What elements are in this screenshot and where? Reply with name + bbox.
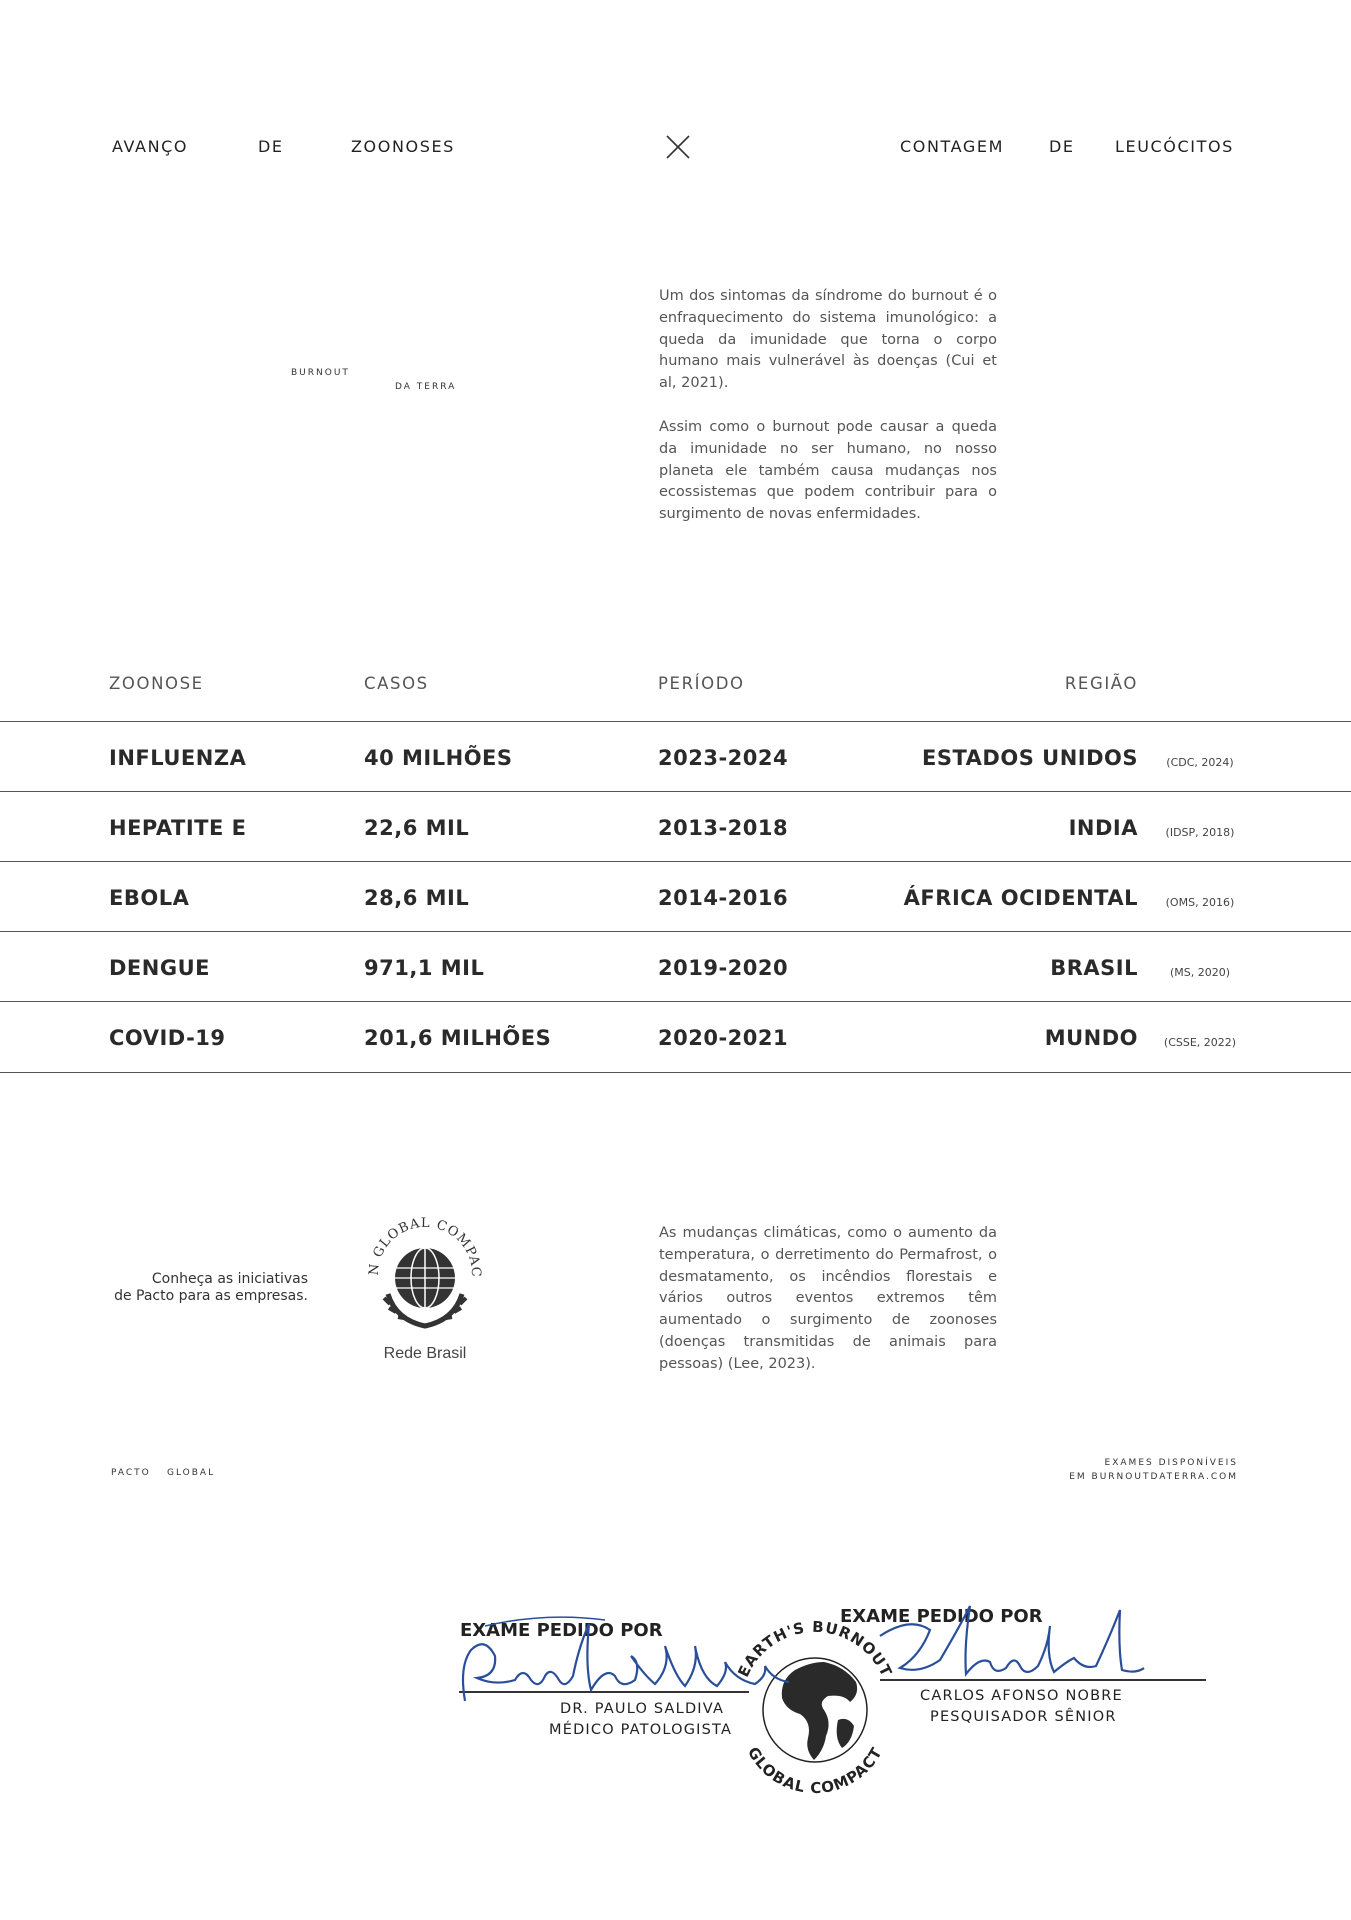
cta-line-2: de Pacto para as empresas.: [114, 1288, 308, 1304]
footer-exams-link[interactable]: EM BURNOUTDATERRA.COM: [1069, 1472, 1238, 1482]
cell-fonte: (OMS, 2016): [1165, 896, 1235, 909]
stamp-top-text: EARTH'S BURNOUT: [734, 1617, 896, 1680]
cell-casos: 971,1 MIL: [364, 956, 485, 980]
footer-pacto: PACTO: [111, 1468, 151, 1478]
right-signer-name: CARLOS AFONSO NOBRE: [920, 1688, 1123, 1704]
table-row: [0, 1001, 1351, 1073]
right-signature-title: EXAME PEDIDO POR: [840, 1606, 1043, 1627]
footer-global: GLOBAL: [167, 1468, 216, 1478]
cell-periodo: 2020-2021: [658, 1026, 789, 1050]
cell-casos: 22,6 MIL: [364, 816, 470, 840]
column-header-regiao: REGIÃO: [1064, 674, 1138, 693]
cell-periodo: 2023-2024: [658, 746, 789, 770]
header-word-zoonoses: ZOONOSES: [351, 137, 455, 156]
column-header-zoonose: ZOONOSE: [109, 674, 204, 693]
cta-line-1: Conheça as iniciativas: [151, 1271, 308, 1287]
cell-fonte: (IDSP, 2018): [1165, 826, 1235, 839]
left-signer-name: DR. PAULO SALDIVA: [560, 1701, 725, 1717]
column-header-periodo: PERÍODO: [658, 674, 745, 693]
close-x-icon: [664, 133, 692, 161]
header-word-leucocitos: LEUCÓCITOS: [1115, 137, 1234, 156]
stamp-bottom-text: GLOBAL COMPACT: [743, 1743, 887, 1798]
cell-regiao: MUNDO: [1044, 1026, 1138, 1050]
cell-fonte: (MS, 2020): [1169, 966, 1231, 979]
paulo-saldiva-signature: [455, 1606, 835, 1716]
globe-laurel-icon: [360, 1208, 490, 1343]
header-word-contagem: CONTAGEM: [900, 137, 1005, 156]
header-word-de: DE: [258, 137, 284, 156]
cell-casos: 40 MILHÕES: [364, 746, 513, 770]
climate-paragraph: As mudanças climáticas, como o aumento da temperatura, o derretimento do Permafrost, o desmatamento, os incêndios florestais e vários outros eventos extremos têm aumentado o surgimento de zoonoses (doenças transmitidas de animais para pessoas) (Lee, 2023).: [659, 1225, 997, 1372]
intro-paragraph-2: Assim como o burnout pode causar a queda da imunidade no ser humano, no nosso planeta ele também causa mudanças nos ecossistemas que podem contribuir para o surgimento de novas enfermidades.: [659, 419, 997, 523]
table-row: [0, 721, 1351, 792]
cell-periodo: 2013-2018: [658, 816, 789, 840]
header-word-de-2: DE: [1049, 137, 1075, 156]
cell-fonte: (CDC, 2024): [1166, 756, 1234, 769]
intro-paragraph-1: Um dos sintomas da síndrome do burnout é o enfraquecimento do sistema imunológico: a queda da imunidade que torna o corpo humano mais vulnerável às doenças (Cui et al, 2021).: [659, 288, 997, 392]
right-signer-role: PESQUISADOR SÊNIOR: [930, 1709, 1117, 1725]
header-word-avanco: AVANÇO: [112, 137, 189, 156]
cell-periodo: 2019-2020: [658, 956, 789, 980]
table-row: [0, 931, 1351, 1002]
cell-regiao: ÁFRICA OCIDENTAL: [903, 886, 1138, 910]
logo-subtitle: Rede Brasil: [383, 1345, 467, 1362]
cell-casos: 201,6 MILHÕES: [364, 1026, 552, 1050]
left-signer-role: MÉDICO PATOLOGISTA: [549, 1722, 733, 1738]
cell-periodo: 2014-2016: [658, 886, 789, 910]
cell-zoonose: COVID-19: [109, 1026, 226, 1050]
left-signature-title: EXAME PEDIDO POR: [460, 1620, 663, 1641]
logo-arc-text: N GLOBAL COMPAC: [366, 1215, 484, 1279]
pact-call-to-action[interactable]: [100, 1271, 308, 1305]
footer-exams-line-1: EXAMES DISPONÍVEIS: [1104, 1458, 1238, 1468]
cell-zoonose: HEPATITE E: [109, 816, 247, 840]
cell-regiao: ESTADOS UNIDOS: [922, 746, 1138, 770]
cell-casos: 28,6 MIL: [364, 886, 470, 910]
carlos-nobre-signature: [870, 1596, 1170, 1696]
column-header-casos: CASOS: [364, 674, 429, 693]
cell-zoonose: INFLUENZA: [109, 746, 247, 770]
un-global-compact-logo: [360, 1208, 490, 1368]
table-row: [0, 861, 1351, 932]
cell-fonte: (CSSE, 2022): [1163, 1036, 1237, 1049]
table-row: [0, 791, 1351, 862]
tag-da-terra: DA TERRA: [395, 382, 457, 392]
tag-burnout: BURNOUT: [291, 368, 350, 378]
cell-regiao: INDIA: [1068, 816, 1138, 840]
cell-regiao: BRASIL: [1050, 956, 1138, 980]
cell-zoonose: EBOLA: [109, 886, 190, 910]
cell-zoonose: DENGUE: [109, 956, 210, 980]
